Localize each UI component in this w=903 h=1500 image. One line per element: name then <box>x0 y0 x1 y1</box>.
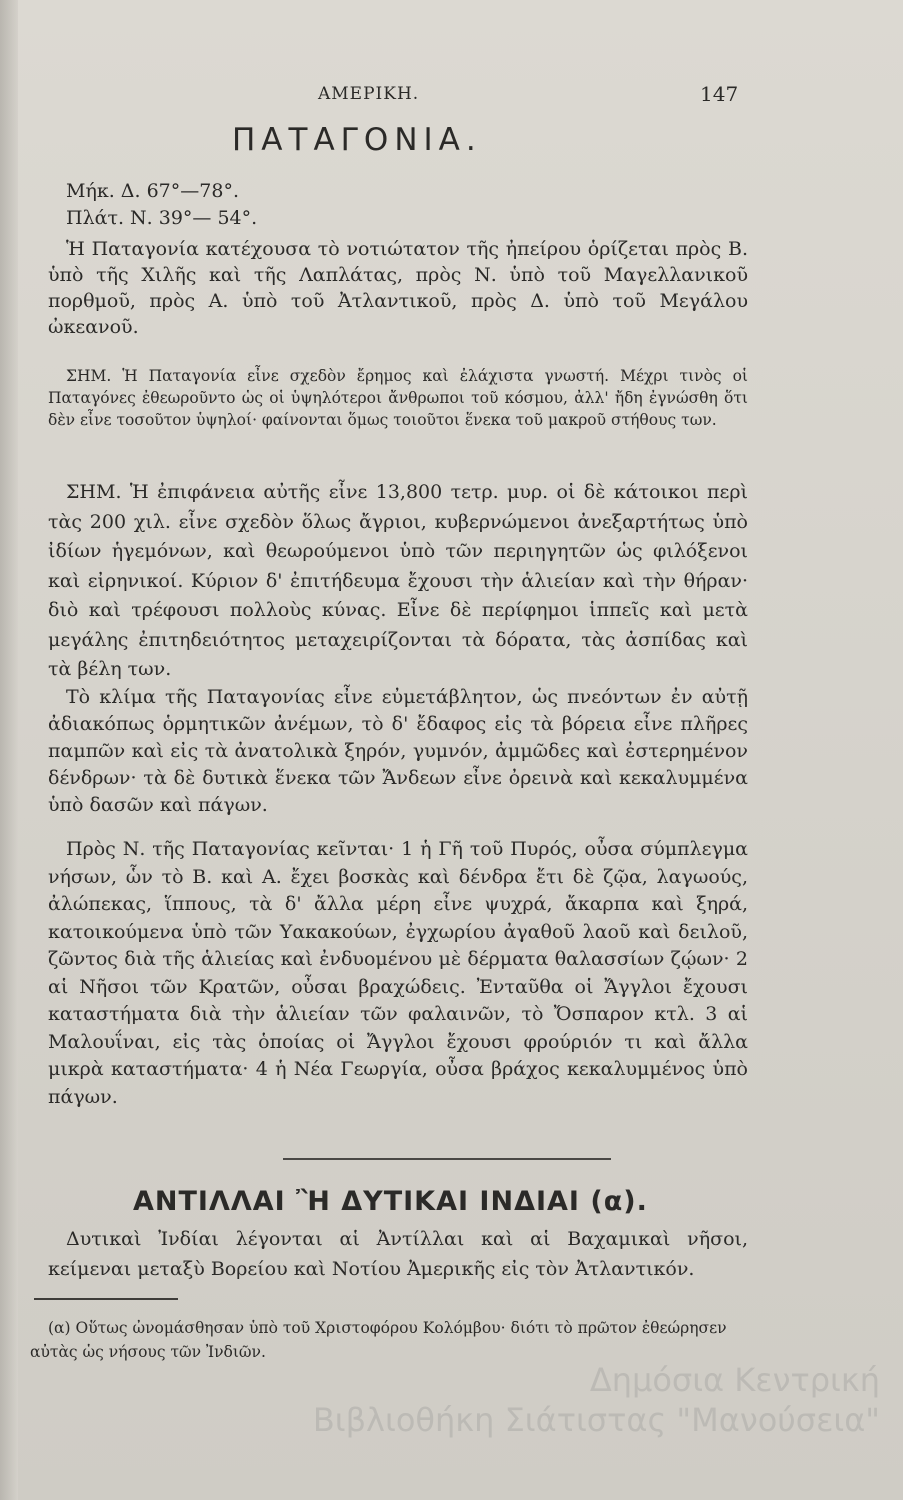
paragraph-climate <box>48 684 748 819</box>
paragraph-text: Τὸ κλίμα τῆς Παταγονίας εἶνε εὐμετάβλητον, ὡς πνεόντων ἐν αὐτῇ ἀδιακόπως ὁρμητικῶν ἀνέμων, τὸ δ' ἔδαφος εἰς τὰ βόρεια εἶνε πλῆρες παμπῶν καὶ εἰς τὰ ἀνατολικὰ ξηρόν, γυμνόν, ἀμμῶδες καὶ ἐστερημένον δένδρων· τὰ δὲ δυτικὰ ἕνεκα τῶν Ἄνδεων εἶνε ὀρεινὰ καὶ κεκαλυμμένα ὑπὸ δασῶν καὶ πάγων. <box>48 686 748 816</box>
section-heading-antilles: ΑΝΤΙΛΛΑΙ Ἢ ΔΥΤΙΚΑΙ ΙΝΔΙΑΙ (α). <box>133 1186 648 1217</box>
paragraph-text: Ἡ Παταγονία κατέχουσα τὸ νοτιώτατον τῆς ἠπείρου ὁρίζεται πρὸς Β. ὑπὸ τῆς Χιλῆς καὶ τῆς Λαπλάτας, πρὸς Ν. ὑπὸ τοῦ Μαγελλανικοῦ πορθμοῦ, πρὸς Α. ὑπὸ τοῦ Ἀτλαντικοῦ, πρὸς Δ. ὑπὸ τοῦ Μεγάλου ὠκεανοῦ. <box>48 238 748 338</box>
library-watermark <box>200 1360 880 1440</box>
watermark-line-1: Δημόσια Κεντρική <box>589 1361 880 1399</box>
page-number: 147 <box>700 82 739 106</box>
note-area-population <box>48 478 748 685</box>
page-edge-shadow <box>0 0 18 1500</box>
note-text: ΣΗΜ. Ἡ Παταγονία εἶνε σχεδὸν ἔρημος καὶ ἐλάχιστα γνωστή. Μέχρι τινὸς οἱ Παταγόνες ἐθεωροῦντο ὡς οἱ ὑψηλότεροι ἄνθρωποι τοῦ κόσμου, ἀλλ' ἤδη ἐγνώσθη ὅτι δὲν εἶνε τοσοῦτον ὑψηλοί· φαίνονται ὅμως τοιοῦτοι ἕνεκα τοῦ μακροῦ στήθους των. <box>48 367 748 429</box>
longitude-line: Μήκ. Δ. 67°—78°. <box>66 180 239 202</box>
footnote-text: (α) Οὕτως ὠνομάσθησαν ὑπὸ τοῦ Χριστοφόρου Κολόμβου· διότι τὸ πρῶτον ἐθεώρησεν αὐτὰς ὡς νήσους τῶν Ἰνδιῶν. <box>30 1319 727 1361</box>
footnote <box>30 1316 760 1364</box>
paragraph-text: Δυτικαὶ Ἰνδίαι λέγονται αἱ Ἀντίλλαι καὶ αἱ Βαχαμικαὶ νῆσοι, κείμεναι μεταξὺ Βορείου καὶ Νοτίου Ἀμερικῆς εἰς τὸν Ἀτλαντικόν. <box>48 1228 748 1280</box>
paragraph-borders <box>48 236 748 340</box>
running-head-title: ΑΜΕΡΙΚΗ. <box>318 84 420 104</box>
paragraph-text: Πρὸς Ν. τῆς Παταγονίας κεῖνται· 1 ἡ Γῆ τοῦ Πυρός, οὖσα σύμπλεγμα νήσων, ὧν τὸ Β. καὶ Α. ἔχει βοσκὰς καὶ δένδρα ἔτι δὲ ζῷα, λαγωούς, ἀλώπεκας, ἵππους, τὰ δ' ἄλλα μέρη εἶνε ψυχρά, ἄκαρπα καὶ ξηρά, κατοικούμενα ὑπὸ τῶν Υακακούων, ἐγχωρίου ἀγαθοῦ λαοῦ καὶ δειλοῦ, ζῶντος διὰ τῆς ἁλιείας καὶ ἐνδυομένου μὲ δέρματα θαλασσίων ζῴων· 2 αἱ Νῆσοι τῶν Κρατῶν, οὖσαι βραχώδεις. Ἐνταῦθα οἱ Ἄγγλοι ἔχουσι καταστήματα διὰ τὴν ἁλιείαν τῶν φαλαινῶν, τὸ Ὄσπαρον κτλ. 3 αἱ Μαλουΐναι, εἰς τὰς ὁποίας οἱ Ἄγγλοι ἔχουσι φρούριόν τι καὶ ἄλλα μικρὰ καταστήματα· 4 ἡ Νέα Γεωργία, οὖσα βράχος κεκαλυμμένος ὑπὸ πάγων. <box>48 838 748 1108</box>
note-inhabitants-height <box>48 365 748 431</box>
section-divider <box>283 1158 611 1160</box>
watermark-line-2: Βιβλιοθήκη Σιάτιστας "Μανούσεια" <box>312 1401 880 1439</box>
section-heading-patagonia: ΠΑΤΑΓΟΝΙΑ. <box>232 122 482 158</box>
note-text: ΣΗΜ. Ἡ ἐπιφάνεια αὐτῆς εἶνε 13,800 τετρ. μυρ. οἱ δὲ κάτοικοι περὶ τὰς 200 χιλ. εἶνε σχεδὸν ὅλως ἄγριοι, κυβερνώμενοι ἀνεξαρτήτως ὑπὸ ἰδίων ἡγεμόνων, καὶ θεωρούμενοι ὑπὸ τῶν περιηγητῶν ὡς φιλόξενοι καὶ εἰρηνικοί. Κύριον δ' ἐπιτήδευμα ἔχουσι τὴν ἁλιείαν καὶ τὴν θήραν· διὸ καὶ τρέφουσι πολλοὺς κύνας. Εἶνε δὲ περίφημοι ἱππεῖς καὶ μετὰ μεγάλης ἐπιτηδειότητος μεταχειρίζονται τὰ δόρατα, τὰς ἀσπίδας καὶ τὰ βέλη των. <box>48 481 748 680</box>
running-head <box>0 80 903 110</box>
latitude-line: Πλάτ. Ν. 39°— 54°. <box>66 207 258 229</box>
paragraph-southern-islands <box>48 836 748 1111</box>
footnote-rule <box>34 1298 178 1300</box>
paragraph-west-indies <box>48 1224 748 1284</box>
